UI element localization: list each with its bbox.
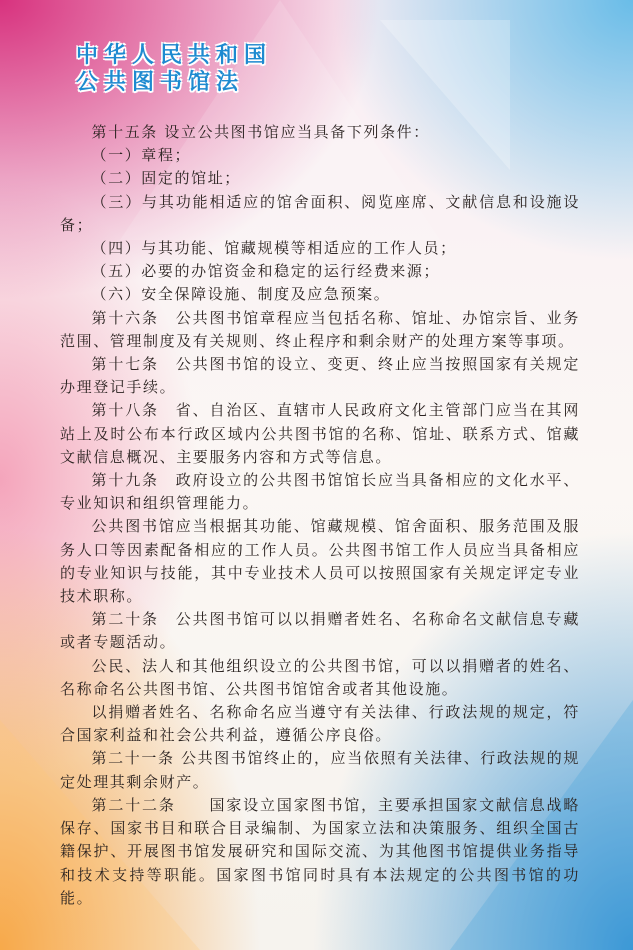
article-17: 第十七条 公共图书馆的设立、变更、终止应当按照国家有关规定办理登记手续。	[60, 355, 580, 397]
article-16: 第十六条 公共图书馆章程应当包括名称、馆址、办馆宗旨、业务范围、管理制度及有关规则、终止程序和剩余财产的处理方案等事项。	[60, 308, 580, 350]
article-15-item-3: （三）与其功能相适应的馆舍面积、阅览座席、文献信息和设施设备；	[60, 192, 580, 234]
title-line-2: 公共图书馆法	[76, 70, 245, 95]
article-18: 第十八条 省、自治区、直辖市人民政府文化主管部门应当在其网站上及时公布本行政区域内公共图书馆的名称、馆址、联系方式、馆藏文献信息概况、主要服务内容和方式等信息。	[60, 401, 580, 466]
article-15-item-1: （一）章程；	[91, 146, 192, 165]
article-22: 第二十二条 国家设立国家图书馆，主要承担国家文献信息战略保存、国家书目和联合目录编制、为国家立法和决策服务、组织全国古籍保护、开展图书馆发展研究和国际交流、为其他图书馆提供业务指导和技术支持等职能。国家图书馆同时具有本法规定的公共图书馆的功能。	[60, 795, 580, 907]
law-text	[60, 121, 580, 910]
article-15-item-4: （四）与其功能、馆藏规模等相适应的工作人员；	[91, 239, 457, 258]
article-19: 第十九条 政府设立的公共图书馆馆长应当具备相应的文化水平、专业知识和组织管理能力。	[60, 471, 580, 513]
article-19-para-2: 公共图书馆应当根据其功能、馆藏规模、馆舍面积、服务范围及服务人口等因素配备相应的工作人员。公共图书馆工作人员应当具备相应的专业知识与技能，其中专业技术人员可以按照国家有关规定评定专业技术职称。	[60, 517, 580, 606]
article-21: 第二十一条 公共图书馆终止的，应当依照有关法律、行政法规的规定处理其剩余财产。	[60, 749, 580, 791]
title-line-1: 中华人民共和国	[76, 43, 273, 68]
article-15-item-5: （五）必要的办馆资金和稳定的运行经费来源；	[91, 262, 441, 281]
poster-title	[76, 42, 272, 96]
article-20: 第二十条 公共图书馆可以以捐赠者姓名、名称命名文献信息专藏或者专题活动。	[60, 610, 580, 652]
article-15: 第十五条 设立公共图书馆应当具备下列条件：	[91, 123, 430, 141]
article-20-para-2: 公民、法人和其他组织设立的公共图书馆，可以以捐赠者的姓名、名称命名公共图书馆、公共图书馆馆舍或者其他设施。	[60, 656, 580, 698]
article-15-item-6: （六）安全保障设施、制度及应急预案。	[91, 285, 391, 304]
article-20-para-3: 以捐赠者姓名、名称命名应当遵守有关法律、行政法规的规定，符合国家利益和社会公共利益，遵循公序良俗。	[60, 703, 580, 745]
article-15-item-2: （二）固定的馆址；	[91, 169, 241, 188]
